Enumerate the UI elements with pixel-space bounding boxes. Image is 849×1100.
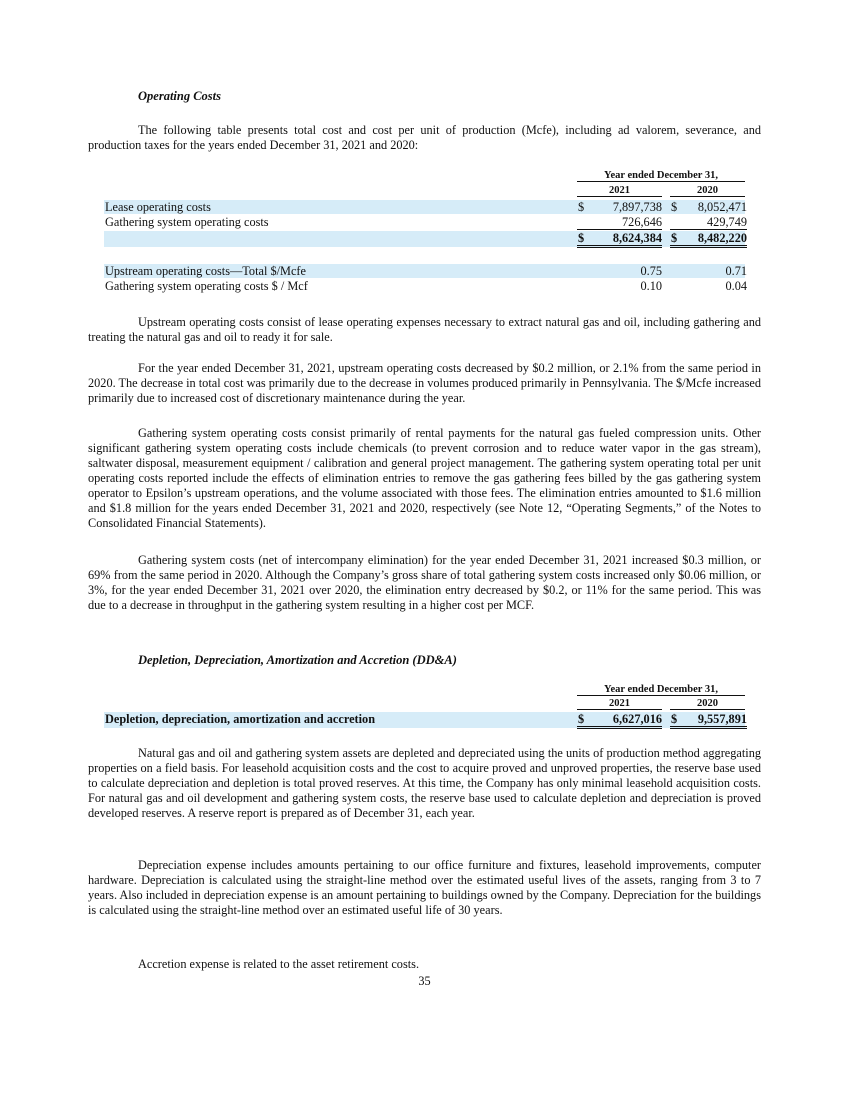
table-total-row <box>104 231 745 247</box>
page-number: 35 <box>418 974 431 988</box>
table-row <box>104 200 745 214</box>
table-row <box>104 215 745 229</box>
value-2020: 429,749 <box>707 215 747 229</box>
paragraph: Accretion expense is related to the asset retirement costs. <box>138 957 420 971</box>
paragraph: Upstream operating costs consist of lease operating expenses necessary to extract natural gas and oil, including gathering and treating the natural gas and oil to ready it for sale. <box>88 315 761 344</box>
value-2020: 8,052,471 <box>697 200 747 214</box>
value-2021: 0.10 <box>640 279 662 293</box>
value-2021: 726,646 <box>622 215 662 229</box>
paragraph: Gathering system operating costs consist primarily of rental payments for the natural gas fueled compression units. Other significant gathering system operating costs include chemicals (to prevent corrosion and to reduce water vapor in the gas stream), saltwater disposal, measurement equipment / calibration and general project management. The gathering system operating total per unit operating costs reported include the effects of elimination entries to remove the gas gathering fees billed by the gas gathering system operator to Epsilon’s upstream operations, and the volume associated with those fees. The elimination entries amounted to $1.6 million and $1.8 million for the years ended December 31, 2021 and 2020, respectively (see Note 12, “Operating Segments,” of the Notes to Consolidated Financial Statements). <box>88 426 761 530</box>
value-2021: 0.75 <box>640 264 662 278</box>
table-total-row <box>104 712 745 728</box>
paragraph: Gathering system costs (net of intercompany elimination) for the year ended December 31, 2021 increased $0.3 million, or 69% from the same period in 2020. Although the Company’s gross share of total gathering system costs increased only $0.06 million, or 3%, for the year ended December 31, 2021 over 2020, the elimination entry decreased by $0.2, or 11% for the same period. This was due to a decrease in throughput in the gathering system resulting in a higher cost per MCF. <box>88 553 761 612</box>
year-2021-header: 2021 <box>577 698 662 710</box>
table-row <box>104 264 745 278</box>
row-label: Lease operating costs <box>105 200 211 214</box>
dda-heading: Depletion, Depreciation, Amortization and Accretion (DD&A) <box>138 653 457 667</box>
total-2020: 8,482,220 <box>697 231 747 245</box>
currency-symbol: $ <box>671 712 678 726</box>
currency-symbol: $ <box>578 231 585 245</box>
year-2021-header: 2021 <box>577 185 662 197</box>
currency-symbol: $ <box>578 712 585 726</box>
operating-costs-intro: The following table presents total cost and cost per unit of production (Mcfe), including ad valorem, severance, and production taxes for the years ended December 31, 2021 and 2020: <box>88 123 761 152</box>
table-row <box>104 279 745 293</box>
paragraph: Natural gas and oil and gathering system assets are depleted and depreciated using the units of production method aggregating properties on a field basis. For leasehold acquisition costs and the cost to acquire proved and unproved properties, the reserve base used to calculate depreciation and depletion is total proved reserves. At this time, the Company has only minimal leasehold acquisition costs. For natural gas and oil development and gathering system costs, the reserve base used to calculate depletion and depreciation is proved developed reserves. A reserve report is prepared as of December 31, each year. <box>88 746 761 820</box>
year-2020-header: 2020 <box>670 185 745 197</box>
total-2020: 9,557,891 <box>697 712 747 726</box>
currency-symbol: $ <box>671 231 678 245</box>
total-2021: 8,624,384 <box>612 231 662 245</box>
value-2021: 7,897,738 <box>612 200 662 214</box>
currency-symbol: $ <box>671 200 678 214</box>
operating-costs-heading: Operating Costs <box>138 89 222 103</box>
paragraph: For the year ended December 31, 2021, upstream operating costs decreased by $0.2 million, or 2.1% from the same period in 2020. The decrease in total cost was primarily due to the decrease in volumes produced primarily in Pennsylvania. The $/Mcfe increased primarily due to increased cost of discretionary maintenance during the year. <box>88 361 761 405</box>
row-label: Depletion, depreciation, amortization and accretion <box>105 712 376 726</box>
row-label: Upstream operating costs—Total $/Mcfe <box>105 264 306 278</box>
row-label: Gathering system operating costs $ / Mcf <box>105 279 308 293</box>
table-header: Year ended December 31, <box>577 684 745 696</box>
value-2020: 0.71 <box>725 264 747 278</box>
paragraph: Depreciation expense includes amounts pertaining to our office furniture and fixtures, leasehold improvements, computer hardware. Depreciation is calculated using the straight-line method over the estimated useful lives of the assets, ranging from 3 to 7 years. Also included in depreciation expense is an amount pertaining to buildings owned by the Company. Depreciation for the buildings is calculated using the straight-line method over an estimated useful life of 30 years. <box>88 858 761 917</box>
year-2020-header: 2020 <box>670 698 745 710</box>
row-label: Gathering system operating costs <box>105 215 269 229</box>
currency-symbol: $ <box>578 200 585 214</box>
value-2020: 0.04 <box>725 279 747 293</box>
total-2021: 6,627,016 <box>612 712 662 726</box>
table-header: Year ended December 31, <box>577 170 745 182</box>
